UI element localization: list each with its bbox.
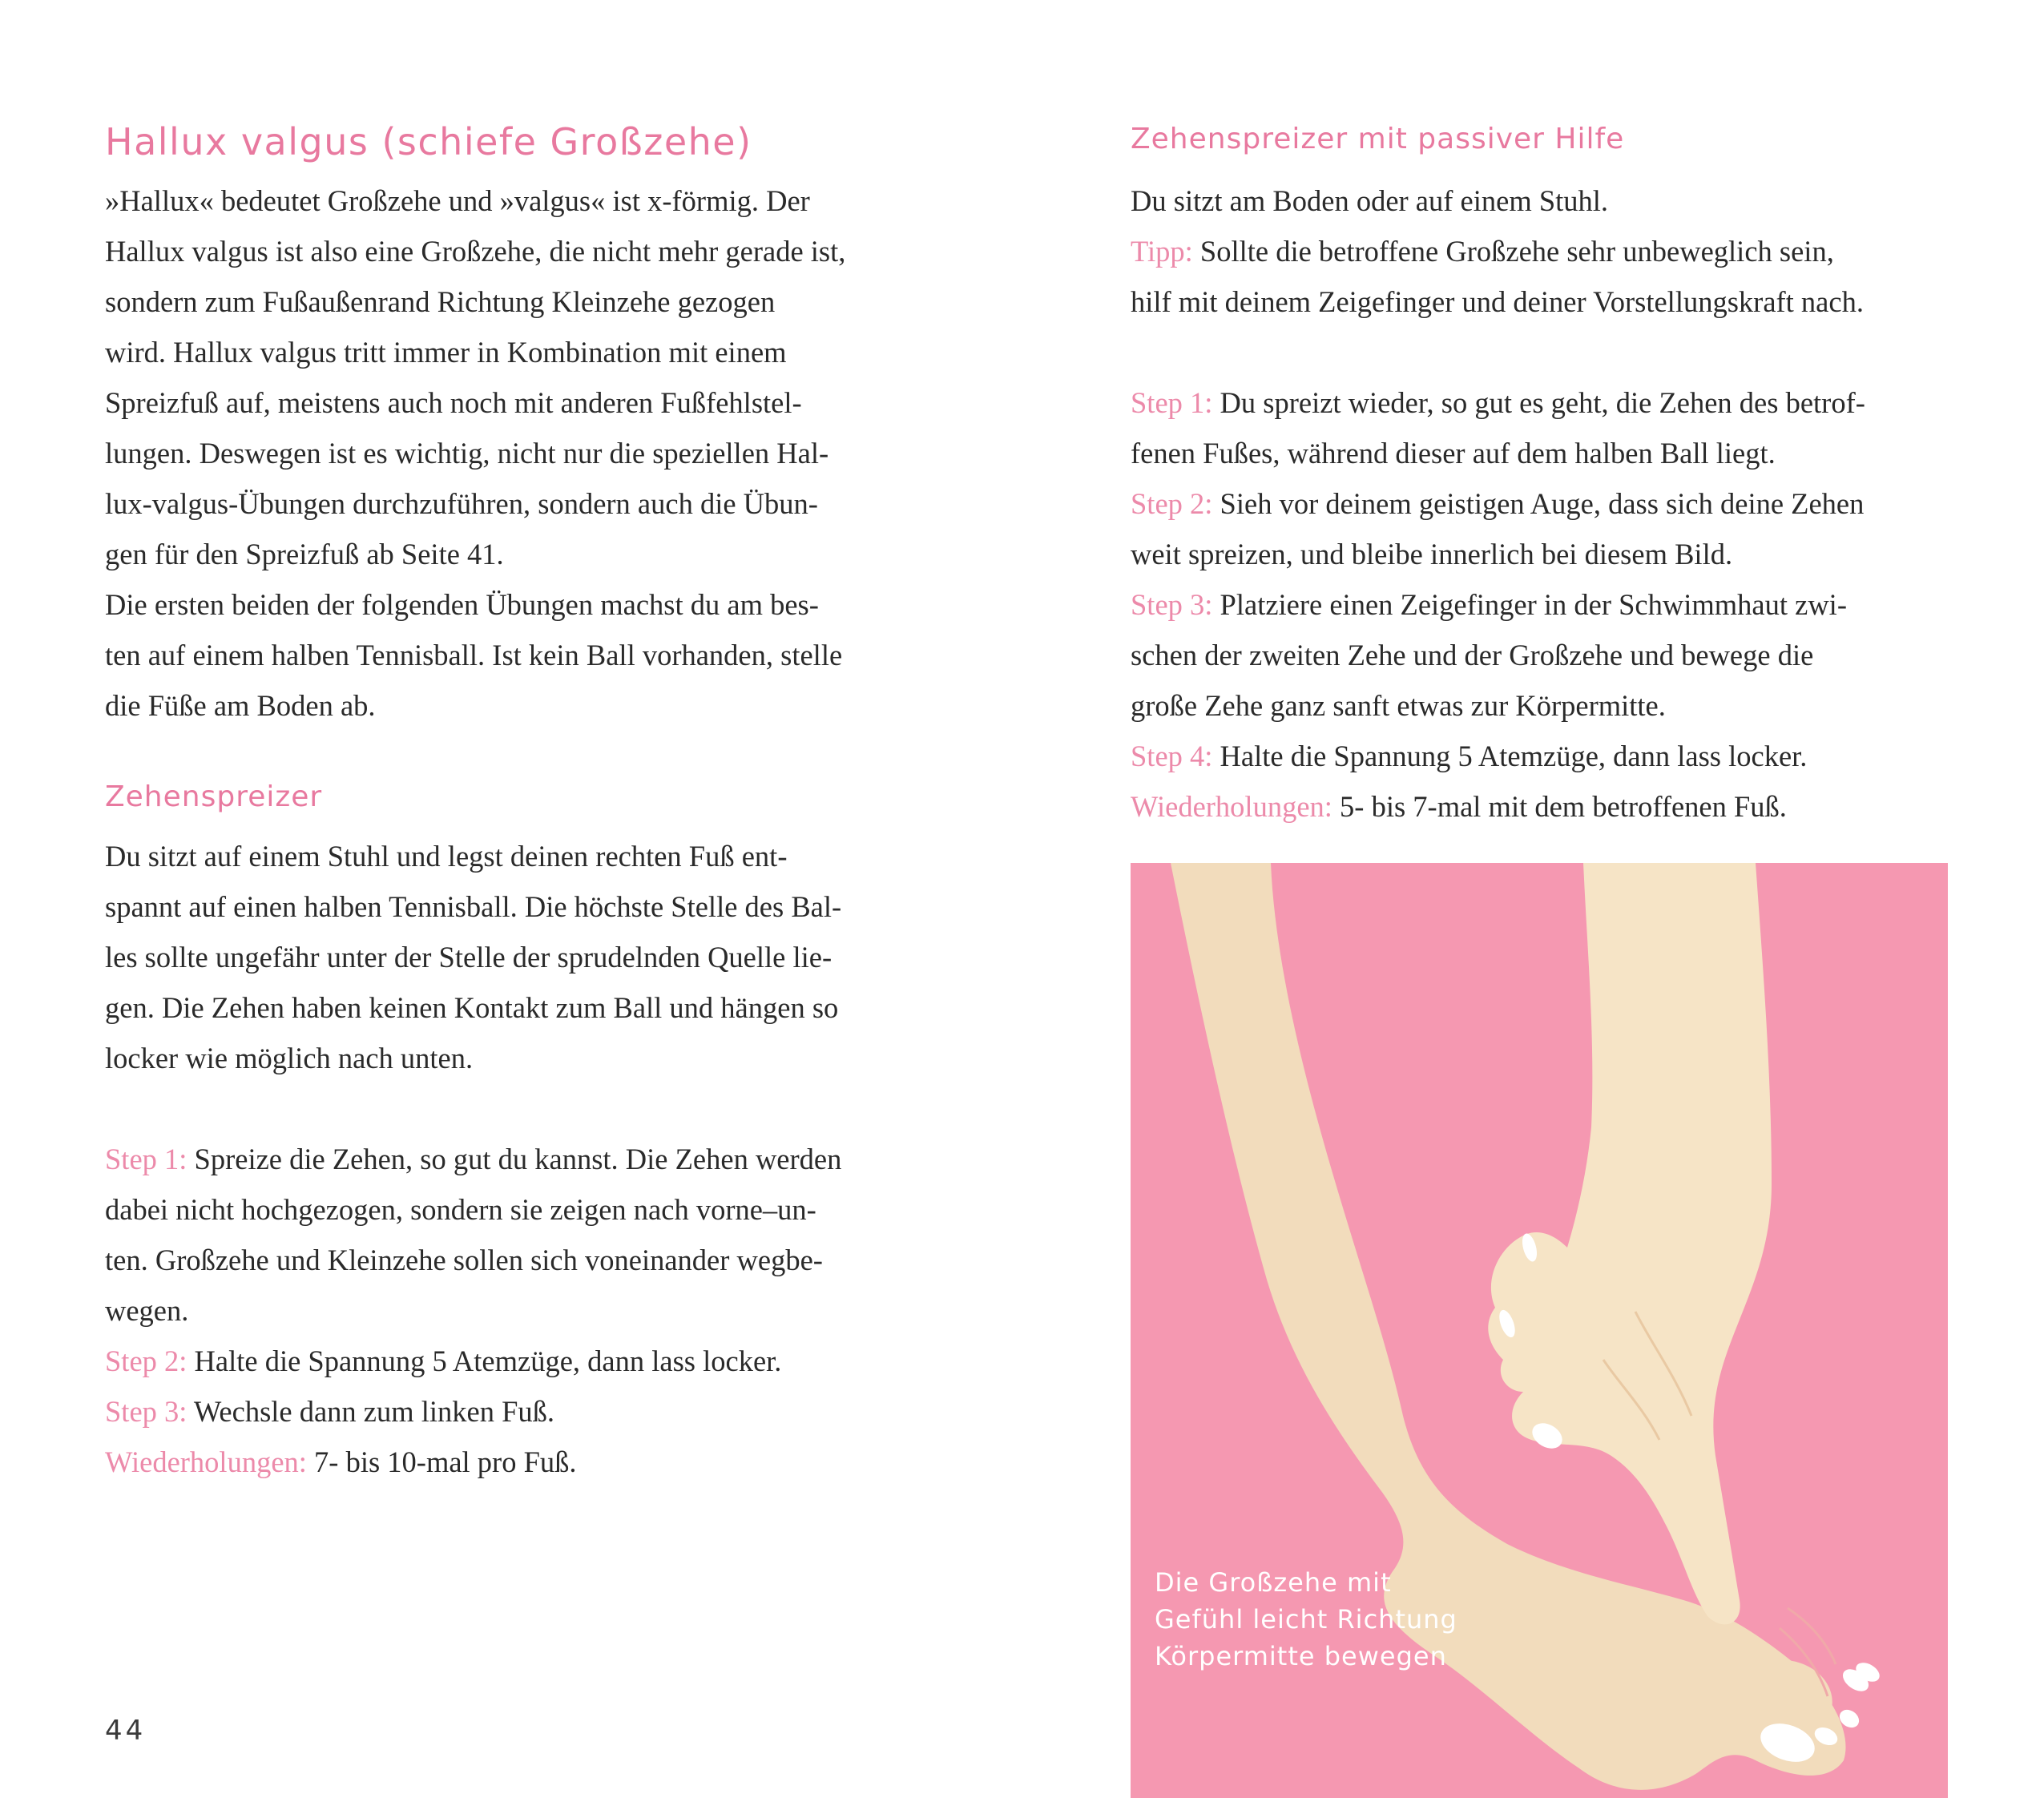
- exercise-setup: [1131, 175, 1864, 327]
- step-1: Step 1: Du spreizt wieder, so gut es geht, die Zehen des betrof-: [1131, 386, 1865, 419]
- step-3-cont: große Zehe ganz sanft etwas zur Körpermitte.: [1131, 689, 1666, 722]
- setup-line: locker wie möglich nach unten.: [105, 1042, 474, 1074]
- intro-line: Die ersten beiden der folgenden Übungen machst du am bes-: [105, 588, 819, 621]
- intro-line: Spreizfuß auf, meistens auch noch mit anderen Fußfehlstel-: [105, 386, 802, 419]
- reps-label: Wiederholungen:: [105, 1445, 307, 1478]
- tip: Tipp: Sollte die betroffene Großzehe sehr unbeweglich sein,: [1131, 235, 1834, 268]
- exercise-steps: [105, 1134, 841, 1487]
- reps-label: Wiederholungen:: [1131, 790, 1332, 823]
- step-1-cont: ten. Großzehe und Kleinzehe sollen sich voneinander wegbe-: [105, 1244, 823, 1276]
- setup-line: Du sitzt auf einem Stuhl und legst deinen rechten Fuß ent-: [105, 840, 788, 873]
- step-1-cont: dabei nicht hochgezogen, sondern sie zeigen nach vorne–un-: [105, 1193, 816, 1226]
- tip-label: Tipp:: [1131, 235, 1193, 268]
- setup-line: Du sitzt am Boden oder auf einem Stuhl.: [1131, 184, 1609, 217]
- tip-cont: hilf mit deinem Zeigefinger und deiner Vorstellungskraft nach.: [1131, 285, 1864, 318]
- exercise-title: Zehenspreizer mit passiver Hilfe: [1131, 123, 1625, 155]
- step-3-cont: schen der zweiten Zehe und der Großzehe und bewege die: [1131, 639, 1814, 671]
- step-label: Step 4:: [1131, 740, 1213, 772]
- step-label: Step 3:: [1131, 588, 1213, 621]
- foot-illustration: [1131, 863, 1948, 1798]
- step-3: Step 3: Platziere einen Zeigefinger in der Schwimmhaut zwi-: [1131, 588, 1847, 621]
- setup-line: gen. Die Zehen haben keinen Kontakt zum Ball und hängen so: [105, 991, 839, 1024]
- exercise-title: Zehenspreizer: [105, 780, 323, 813]
- intro-line: sondern zum Fußaußenrand Richtung Kleinzehe gezogen: [105, 285, 776, 318]
- step-label: Step 1:: [1131, 386, 1213, 419]
- intro-line: ten auf einem halben Tennisball. Ist kein Ball vorhanden, stelle: [105, 639, 843, 671]
- intro-line: »Hallux« bedeutet Großzehe und »valgus« ist x-förmig. Der: [105, 184, 810, 217]
- caption-line: Die Großzehe mit: [1155, 1567, 1392, 1598]
- illustration-caption: [1155, 1564, 1457, 1675]
- step-label: Step 1:: [105, 1143, 187, 1175]
- step-1: Step 1: Spreize die Zehen, so gut du kannst. Die Zehen werden: [105, 1143, 842, 1175]
- caption-line: Gefühl leicht Richtung: [1155, 1604, 1457, 1635]
- setup-line: spannt auf einen halben Tennisball. Die höchste Stelle des Bal-: [105, 890, 842, 923]
- intro-line: lungen. Deswegen ist es wichtig, nicht nur die speziellen Hal-: [105, 437, 829, 470]
- section-title: Hallux valgus (schiefe Großzehe): [105, 120, 752, 163]
- step-label: Step 3:: [105, 1395, 187, 1428]
- intro-line: wird. Hallux valgus tritt immer in Kombination mit einem: [105, 336, 787, 369]
- exercise-steps: [1131, 377, 1865, 832]
- exercise-setup: [105, 831, 841, 1083]
- intro-line: Hallux valgus ist also eine Großzehe, die nicht mehr gerade ist,: [105, 235, 846, 268]
- step-label: Step 2:: [1131, 487, 1213, 520]
- step-4: Step 4: Halte die Spannung 5 Atemzüge, dann lass locker.: [1131, 740, 1808, 772]
- step-label: Step 2:: [105, 1344, 187, 1377]
- step-3: Step 3: Wechsle dann zum linken Fuß.: [105, 1395, 555, 1428]
- intro-line: die Füße am Boden ab.: [105, 689, 376, 722]
- page-number: 44: [105, 1715, 147, 1747]
- repetitions: Wiederholungen: 5- bis 7-mal mit dem betroffenen Fuß.: [1131, 790, 1787, 823]
- step-2-cont: weit spreizen, und bleibe innerlich bei diesem Bild.: [1131, 538, 1733, 570]
- intro-line: lux-valgus-Übungen durchzuführen, sondern auch die Übun-: [105, 487, 818, 520]
- caption-line: Körpermitte bewegen: [1155, 1641, 1447, 1671]
- intro-line: gen für den Spreizfuß ab Seite 41.: [105, 538, 504, 570]
- intro-paragraph: [105, 175, 845, 731]
- tendon-line: [1788, 1608, 1836, 1664]
- step-2: Step 2: Sieh vor deinem geistigen Auge, dass sich deine Zehen: [1131, 487, 1865, 520]
- step-1-cont: fenen Fußes, während dieser auf dem halben Ball liegt.: [1131, 437, 1776, 470]
- repetitions: Wiederholungen: 7- bis 10-mal pro Fuß.: [105, 1445, 577, 1478]
- step-2: Step 2: Halte die Spannung 5 Atemzüge, dann lass locker.: [105, 1344, 782, 1377]
- step-1-cont: wegen.: [105, 1294, 189, 1327]
- setup-line: les sollte ungefähr unter der Stelle der sprudelnden Quelle lie-: [105, 941, 833, 974]
